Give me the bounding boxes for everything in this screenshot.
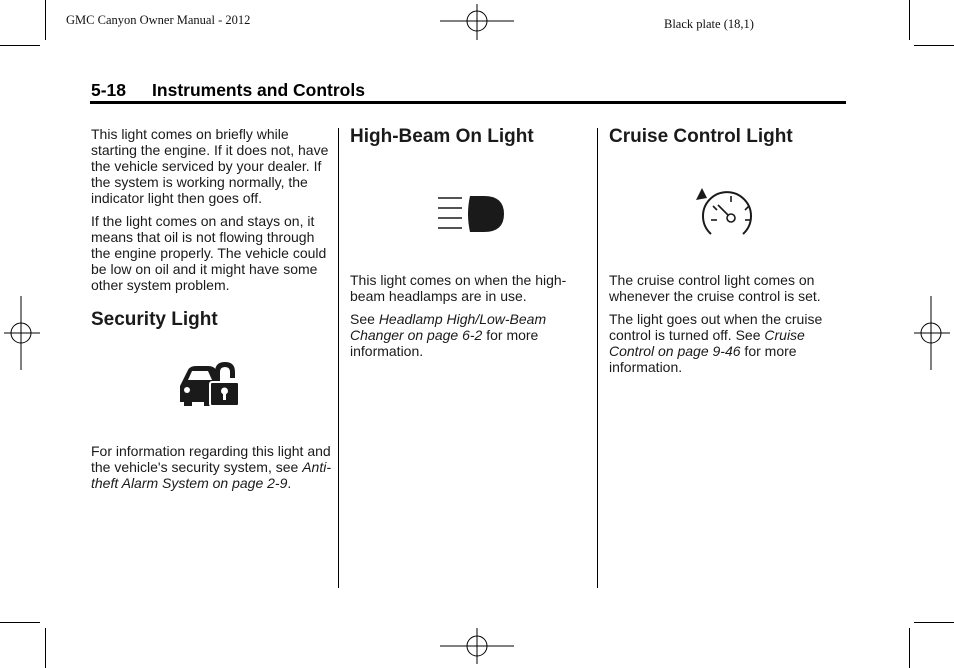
crop-mark [45,0,46,40]
registration-mark-icon [440,0,514,44]
section-title: Instruments and Controls [152,80,365,100]
high-beam-icon [436,194,506,236]
crop-mark [0,45,40,46]
crop-mark [914,622,954,623]
security-icon-wrap [91,331,331,443]
crop-mark [909,0,910,40]
crop-mark [914,45,954,46]
header-rule [90,101,846,104]
security-paragraph: For information regarding this light and the vehicle's security system, see Anti-theft Alarm System on page 2-9. [91,443,331,491]
registration-mark-icon [910,296,954,370]
crop-mark [0,622,40,623]
security-crossref[interactable]: Anti-theft Alarm System on page 2-9 [91,459,331,491]
cruise-crossref[interactable]: Cruise Control on page 9-46 [609,327,805,359]
cruise-control-heading: Cruise Control Light [609,126,793,147]
cruise-icon-wrap [609,148,845,272]
page-number: 5-18 [91,80,127,100]
high-beam-crossref[interactable]: Headlamp High/Low-Beam Changer on page 6-2 [350,311,547,343]
cruise-control-icon [693,184,759,240]
crop-mark [909,628,910,668]
registration-mark-icon [0,296,44,370]
column-divider [597,128,598,588]
oil-paragraph-1: This light comes on briefly while starting the engine. If it does not, have the vehicle serviced by your dealer. If the system is working normally, the indicator light then goes off. [91,126,329,206]
high-beam-heading: High-Beam On Light [350,126,534,147]
security-light-heading: Security Light [91,309,218,330]
column-divider [338,128,339,588]
column-1 [91,126,331,498]
page-header [91,80,365,101]
column-3 [609,126,845,382]
registration-mark-icon [440,624,514,668]
high-beam-paragraph-1: This light comes on when the high-beam headlamps are in use. [350,272,567,304]
print-header-right: Black plate (18,1) [664,17,754,31]
car-padlock-icon [178,358,240,410]
crop-mark [45,628,46,668]
print-header-left: GMC Canyon Owner Manual - 2012 [66,13,251,27]
high-beam-icon-wrap [350,148,590,272]
cruise-paragraph-1: The cruise control light comes on whenever the cruise control is set. [609,272,821,304]
oil-paragraph-2: If the light comes on and stays on, it means that oil is not flowing through the engine properly. The vehicle could be low on oil and it might have some other system problem. [91,213,327,293]
cruise-paragraph-2: The light goes out when the cruise control is turned off. See Cruise Control on page 9-46 for more information. [609,311,823,375]
column-2 [350,126,590,366]
high-beam-paragraph-2: See Headlamp High/Low-Beam Changer on page 6-2 for more information. [350,311,547,359]
